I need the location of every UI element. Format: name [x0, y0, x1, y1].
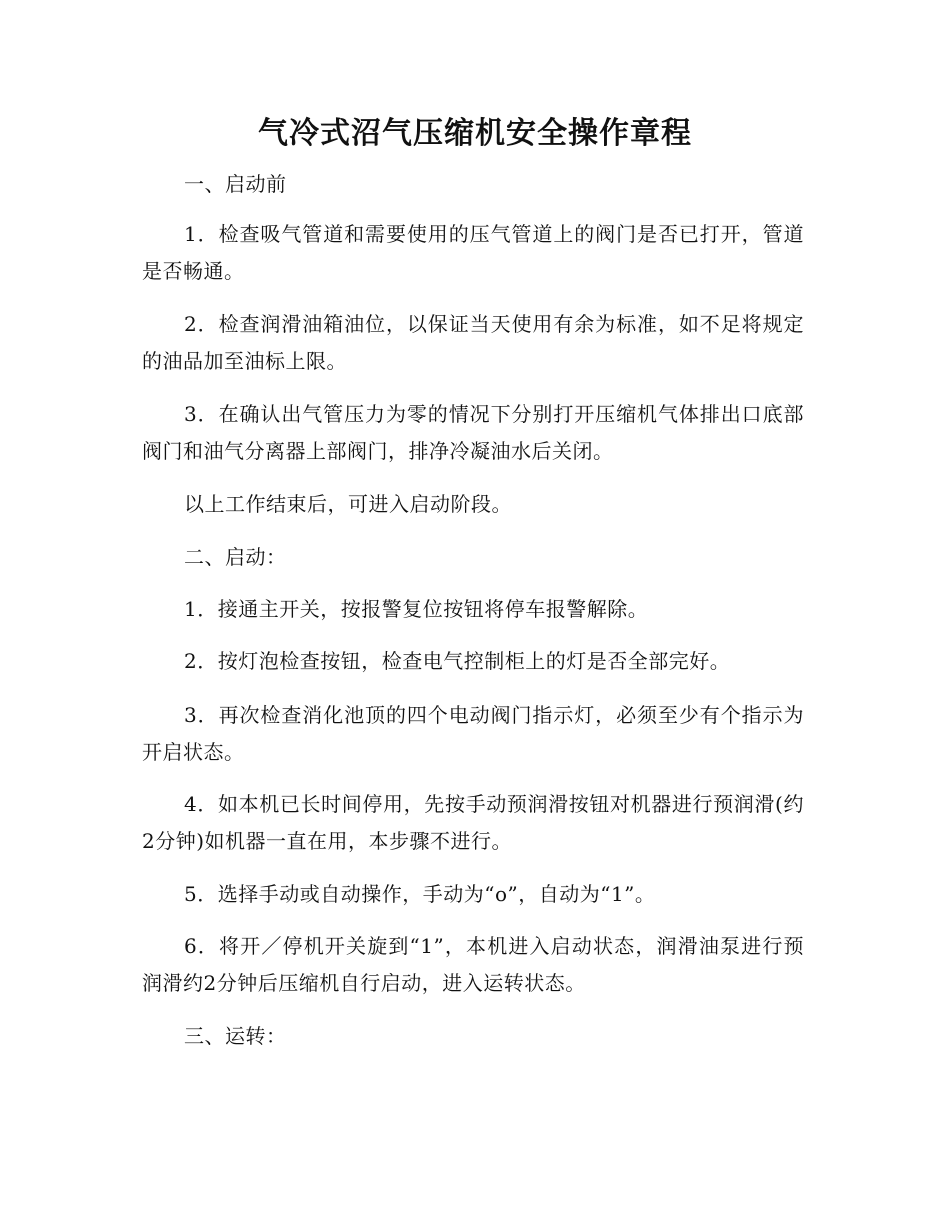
- paragraph-start-6: 6．将开／停机开关旋到“1”，本机进入启动状态，润滑油泵进行预润滑约2分钟后压缩机自行启动，进入运转状态。: [142, 934, 804, 995]
- section-heading-running: 三、运转：: [184, 1024, 287, 1048]
- paragraph-start-2: 2．按灯泡检查按钮，检查电气控制柜上的灯是否全部完好。: [184, 649, 731, 673]
- section-heading-start: 二、启动：: [184, 545, 287, 569]
- paragraph-3: 3．在确认出气管压力为零的情况下分别打开压缩机气体排出口底部阀门和油气分离器上部阀门，排净冷凝油水后关闭。: [142, 402, 804, 463]
- document-title: 气冷式沼气压缩机安全操作章程: [258, 116, 692, 151]
- paragraph-2: 2．检查润滑油箱油位，以保证当天使用有余为标准，如不足将规定的油品加至油标上限。: [142, 312, 804, 373]
- paragraph-start-3: 3．再次检查消化池顶的四个电动阀门指示灯，必须至少有个指示为开启状态。: [142, 703, 804, 764]
- section-heading-before-start: 一、启动前: [184, 172, 287, 196]
- paragraph-start-4: 4．如本机已长时间停用，先按手动预润滑按钮对机器进行预润滑(约2分钟)如机器一直在用，本步骤不进行。: [142, 792, 804, 853]
- paragraph-transition: 以上工作结束后，可进入启动阶段。: [184, 492, 512, 516]
- paragraph-1: 1．检查吸气管道和需要使用的压气管道上的阀门是否已打开，管道是否畅通。: [142, 222, 804, 283]
- paragraph-start-1: 1．接通主开关，按报警复位按钮将停车报警解除。: [184, 597, 649, 621]
- paragraph-start-5: 5．选择手动或自动操作，手动为“o”，自动为“1”。: [184, 882, 656, 906]
